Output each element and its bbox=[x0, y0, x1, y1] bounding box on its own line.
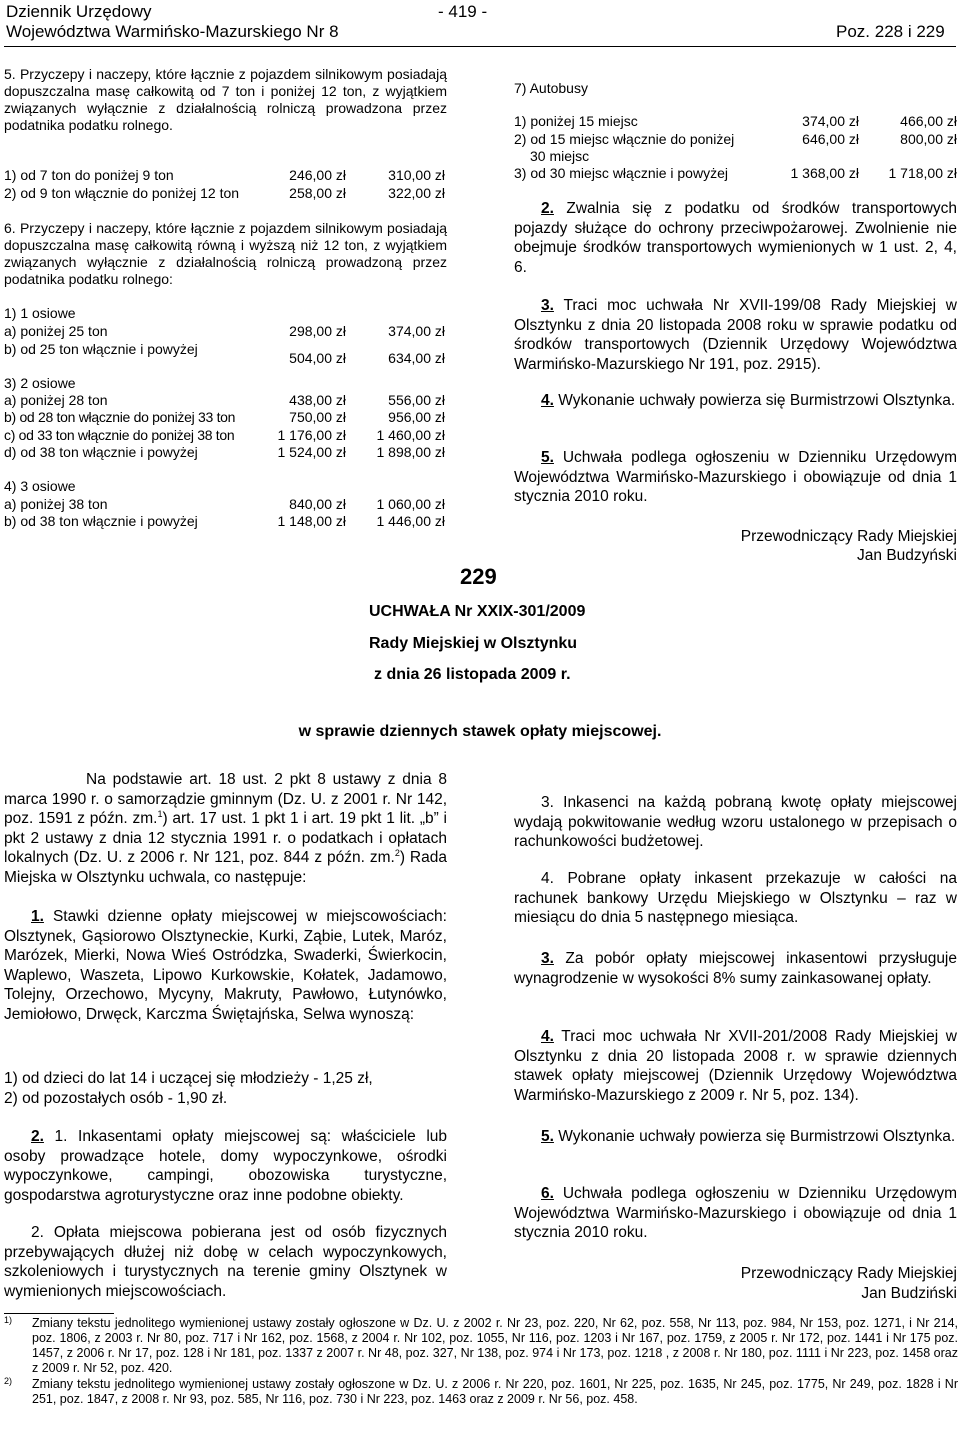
section-3-bottom: 3. Za pobór opłaty miejscowej inkasentowi przysługuje wynagrodzenie w wysokości 8% sumy zainkasowanej opłaty. bbox=[514, 950, 957, 987]
section-5: 5. Uchwała podlega ogłoszeniu w Dzienniku Urzędowym Województwa Warmińsko-Mazurskiego i obowiązuje od dnia 1 stycznia 2010 roku. bbox=[514, 449, 958, 505]
group-title: 3) 2 osiowe bbox=[4, 375, 76, 391]
section-3: 3. Traci moc uchwała Nr XVII-199/08 Rady Miejskiej w Olsztynku z dnia 20 listopada 2008 roku w sprawie podatku od środków transportowych (Dziennik Urzędowy Województwa Warmińsko-Mazurskiego Nr 191, poz. 2915). bbox=[514, 297, 957, 373]
section-1: 1. Stawki dzienne opłaty miejscowej w miejscowościach: Olsztynek, Gąsiorowo Olsztyneckie, Kurki, Ząbie, Lutek, Maróz, Marózek, Mierki, Nowa Wieś Ostródzka, Swaderki, Świerkocin, Waplewo, Waszeta, Lipowo Kurkowskie, Kołatek, Jadamowo, Tolejny, Orzechowo, Mycyny, Makruty, Pawłowo, Łutynówko, Jemiołowo, Drwęck, Karczma Świętajńska, Selwa wynoszą: bbox=[4, 908, 447, 1023]
act-date: z dnia 26 listopada 2009 r. bbox=[374, 666, 571, 683]
section-2-left: 2. 1. Inkasentami opłaty miejscowej są: właściciele lub osoby prowadzące hotele, domy wypoczynkowe, ośrodki wypoczynkowe, campingi, obozowiska turystyczne, gospodarstwa agroturystyczne oraz inne podobne obiekty. bbox=[4, 1128, 448, 1204]
act-number: 229 bbox=[460, 564, 497, 589]
group-title: 4) 3 osiowe bbox=[4, 478, 76, 494]
position-label: Poz. 228 i 229 bbox=[836, 22, 945, 41]
paragraph-3: 3. Inkasenci na każdą pobraną kwotę opłaty miejscowej wydają pokwitowanie według wzoru ustalonego w przepisach o rachunkowości budżetowej. bbox=[514, 794, 957, 850]
section-number: 4. bbox=[541, 392, 554, 409]
section-number: 3. bbox=[541, 950, 554, 967]
signature-name: Jan Budzyński bbox=[857, 547, 957, 564]
footnote-rule bbox=[4, 1313, 114, 1314]
legal-basis: Na podstawie art. 18 ust. 2 pkt 8 ustawy z dnia 8 marca 1990 r. o samorządzie gminnym (Dz. U. z 2001 r. Nr 142, poz. 1591 z późn. zm.$^1$) art. 17 ust. 1 pkt 1 i art. 19 pkt 1 lit. „b” i pkt 2 ustawy z dnia 12 stycznia 1991 r. o podatkach i opłatach lokalnych (Dz. U. z 2006 r. Nr 121, poz. 844 z późn. zm.$^2$) Rada Miejska w Olsztynku uchwala, co następuje: bbox=[4, 771, 447, 886]
act-subject: w sprawie dziennych stawek opłaty miejscowej. bbox=[298, 723, 662, 740]
signature-title: Przewodniczący Rady Miejskiej bbox=[740, 528, 957, 545]
paragraph-4: 4. Pobrane opłaty inkasent przekazuje w całości na rachunek bankowy Urzędu Miejskiego w Olsztynku – raz w miesiącu do dnia 5 następnego miesiąca. bbox=[514, 870, 957, 926]
paragraph-5: 5. Przyczepy i naczepy, które łącznie z pojazdem silnikowym posiadają dopuszczalna masę całkowitą od 7 ton i poniżej 12 ton, z wyjątkiem związanych wyłącznie z działalnością rolniczą prowadzona przez podatnika podatku rolnego. bbox=[4, 66, 447, 133]
header-rule bbox=[4, 46, 956, 47]
page-number: - 419 - bbox=[438, 2, 488, 21]
section-2-paragraph-2: 2. Opłata miejscowa pobierana jest od osób fizycznych przebywających dłużej niż dobę w celach wypoczynkowych, szkoleniowych i turystycznych na terenie gminy Olsztynek w wymienionych miejscowościach. bbox=[4, 1224, 447, 1300]
journal-subtitle: Województwa Warmińsko-Mazurskiego Nr 8 bbox=[6, 22, 339, 41]
section-number: 4. bbox=[541, 1028, 554, 1045]
footnote-1: 1) Zmiany tekstu jednolitego wymienionej ustawy zostały ogłoszone w Dz. U. z 2002 r. Nr 23, poz. 220, Nr 62, poz. 558, Nr 113, poz. 984, Nr 153, poz. 1271, i Nr 214, poz. 1806, z 2003 r. Nr 80, poz. 717 i Nr 162, poz. 1568, z 2004 r. Nr 102, poz. 1055, Nr 116, poz. 1203 i Nr 167, poz. 1759, z 2005 r. Nr 172, poz. 1441 i Nr 175 poz. 1457, z 2006 r. Nr 17, poz. 128 i Nr 181, poz. 1337 z 2007 r. Nr 48, poz. 327, Nr 138, poz. 974 i Nr 173, poz. 1218 , z 2008 r. Nr 180, poz. 1111 i Nr 223, poz. 1458 oraz z 2009 r. Nr 52, poz. 420. bbox=[4, 1315, 958, 1375]
signature-name-bottom: Jan Budziński bbox=[861, 1285, 957, 1302]
journal-title: Dziennik Urzędowy bbox=[6, 2, 152, 21]
list-item: 2) od pozostałych osób - 1,90 zł. bbox=[4, 1090, 228, 1107]
list-item: 1) od dzieci do lat 14 i uczącej się młodzieży - 1,25 zł, bbox=[4, 1070, 373, 1087]
section-4-bottom: 4. Traci moc uchwała Nr XVII-201/2008 Rady Miejskiej w Olsztynku z dnia 20 listopada 2008 r. w sprawie dziennych stawek opłaty miejscowej (Dziennik Urzędowy Województwa Warmińsko-Mazurskiego z 2009 r. Nr 5, poz. 134). bbox=[514, 1028, 957, 1104]
section-4: 4. Wykonanie uchwały powierza się Burmistrzowi Olsztynka. bbox=[541, 392, 956, 409]
section-number: 2. bbox=[541, 200, 554, 217]
paragraph-6: 6. Przyczepy i naczepy, które łącznie z pojazdem silnikowym posiadają dopuszczalna masę całkowitą równą i wyższą niż 12 ton, z wyjątkiem związanych wyłącznie z działalnością rolniczą prowadzoną przez podatnika podatku rolnego: bbox=[4, 220, 447, 287]
section-number: 3. bbox=[541, 297, 554, 314]
section-5-bottom: 5. Wykonanie uchwały powierza się Burmistrzowi Olsztynka. bbox=[541, 1128, 956, 1145]
act-issuer: Rady Miejskiej w Olsztynku bbox=[369, 635, 578, 652]
footnote-2: 2) Zmiany tekstu jednolitego wymienionej ustawy zostały ogłoszone w Dz. U. z 2006 r. Nr 220, poz. 1601, Nr 225, poz. 1635, Nr 245, poz. 1775, Nr 249, poz. 1828 i Nr 251, poz. 1847, z 2008 r. Nr 93, poz. 585, Nr 116, poz. 730 i Nr 223, poz. 1463 oraz z 2009 r. Nr 56, poz. 458. bbox=[4, 1376, 958, 1406]
section-number: 1. bbox=[31, 908, 44, 925]
section-number: 2. bbox=[31, 1128, 44, 1145]
group-title: 1) 1 osiowe bbox=[4, 305, 76, 321]
section-number: 5. bbox=[541, 1128, 554, 1145]
act-title: UCHWAŁA Nr XXIX-301/2009 bbox=[369, 603, 586, 620]
section-6-bottom: 6. Uchwała podlega ogłoszeniu w Dzienniku Urzędowym Województwa Warmińsko-Mazurskiego i obowiązuje od dnia 1 stycznia 2010 roku. bbox=[514, 1185, 958, 1241]
section-number: 5. bbox=[541, 449, 554, 466]
section-2: 2. Zwalnia się z podatku od środków transportowych pojazdy służące do ochrony przeciwpożarowej. Zwolnienie nie obejmuje środków transportowych wymienionych w 1 ust. 2, 4, 6. bbox=[514, 200, 958, 276]
section-number: 6. bbox=[541, 1185, 554, 1202]
paragraph-7-title: 7) Autobusy bbox=[514, 80, 588, 96]
signature-title-bottom: Przewodniczący Rady Miejskiej bbox=[740, 1265, 957, 1282]
